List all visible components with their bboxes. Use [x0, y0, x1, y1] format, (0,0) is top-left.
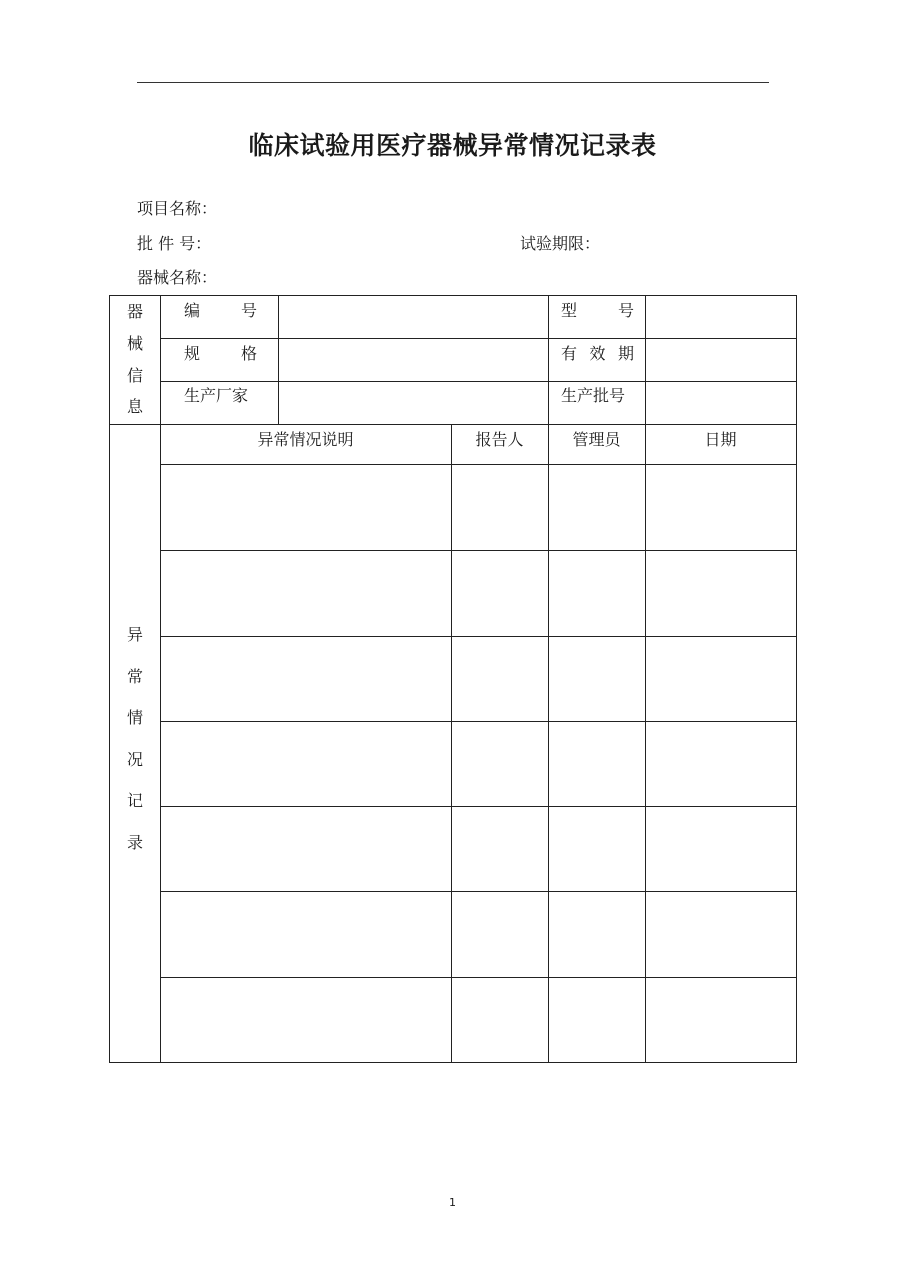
column-divider	[548, 295, 549, 1062]
expiry-label: 有 效 期	[561, 344, 634, 363]
column-divider	[451, 424, 452, 1062]
abnormal-records-label-char: 情	[126, 708, 143, 727]
device-row-divider	[160, 381, 797, 382]
page-title: 临床试验用医疗器械异常情况记录表	[248, 131, 657, 160]
batch-number-label: 批 件 号：	[137, 234, 212, 253]
device-column-divider	[278, 295, 279, 424]
device-info-label-char: 信	[126, 366, 143, 385]
section-label-divider	[160, 295, 161, 1062]
lot-number-label: 生产批号	[561, 386, 626, 405]
device-info-label-char: 器	[126, 302, 143, 321]
device-info-label-char: 息	[126, 397, 143, 416]
page-number: 1	[449, 1196, 456, 1209]
abnormal-records-label-char: 常	[126, 667, 143, 686]
record-row-divider	[160, 891, 797, 892]
record-row-divider	[160, 806, 797, 807]
table-bottom-border	[109, 1062, 797, 1063]
record-row-divider	[160, 550, 797, 551]
device-row-divider	[160, 338, 797, 339]
column-header-date: 日期	[704, 430, 737, 449]
record-row-divider	[160, 977, 797, 978]
abnormal-records-label-char: 记	[126, 791, 143, 810]
number-label: 编 号	[184, 301, 257, 320]
record-row-divider	[160, 636, 797, 637]
column-divider	[645, 295, 646, 1062]
table-right-border	[796, 295, 797, 1062]
device-info-label-char: 械	[126, 334, 143, 353]
header-row-divider	[160, 464, 797, 465]
project-name-label: 项目名称：	[137, 199, 218, 218]
spec-label: 规 格	[184, 344, 257, 363]
column-header-description: 异常情况说明	[257, 430, 354, 449]
abnormal-records-label-char: 录	[126, 833, 143, 852]
trial-period-label: 试验期限：	[520, 234, 601, 253]
table-top-border	[109, 295, 797, 296]
header-rule	[137, 82, 769, 83]
abnormal-records-label-char: 况	[126, 750, 143, 769]
model-label: 型 号	[561, 301, 634, 320]
section-divider	[109, 424, 797, 425]
record-row-divider	[160, 721, 797, 722]
column-header-administrator: 管理员	[572, 430, 621, 449]
manufacturer-label: 生产厂家	[184, 386, 249, 405]
device-name-label: 器械名称：	[137, 268, 218, 287]
column-header-reporter: 报告人	[475, 430, 524, 449]
abnormal-records-label-char: 异	[126, 625, 143, 644]
